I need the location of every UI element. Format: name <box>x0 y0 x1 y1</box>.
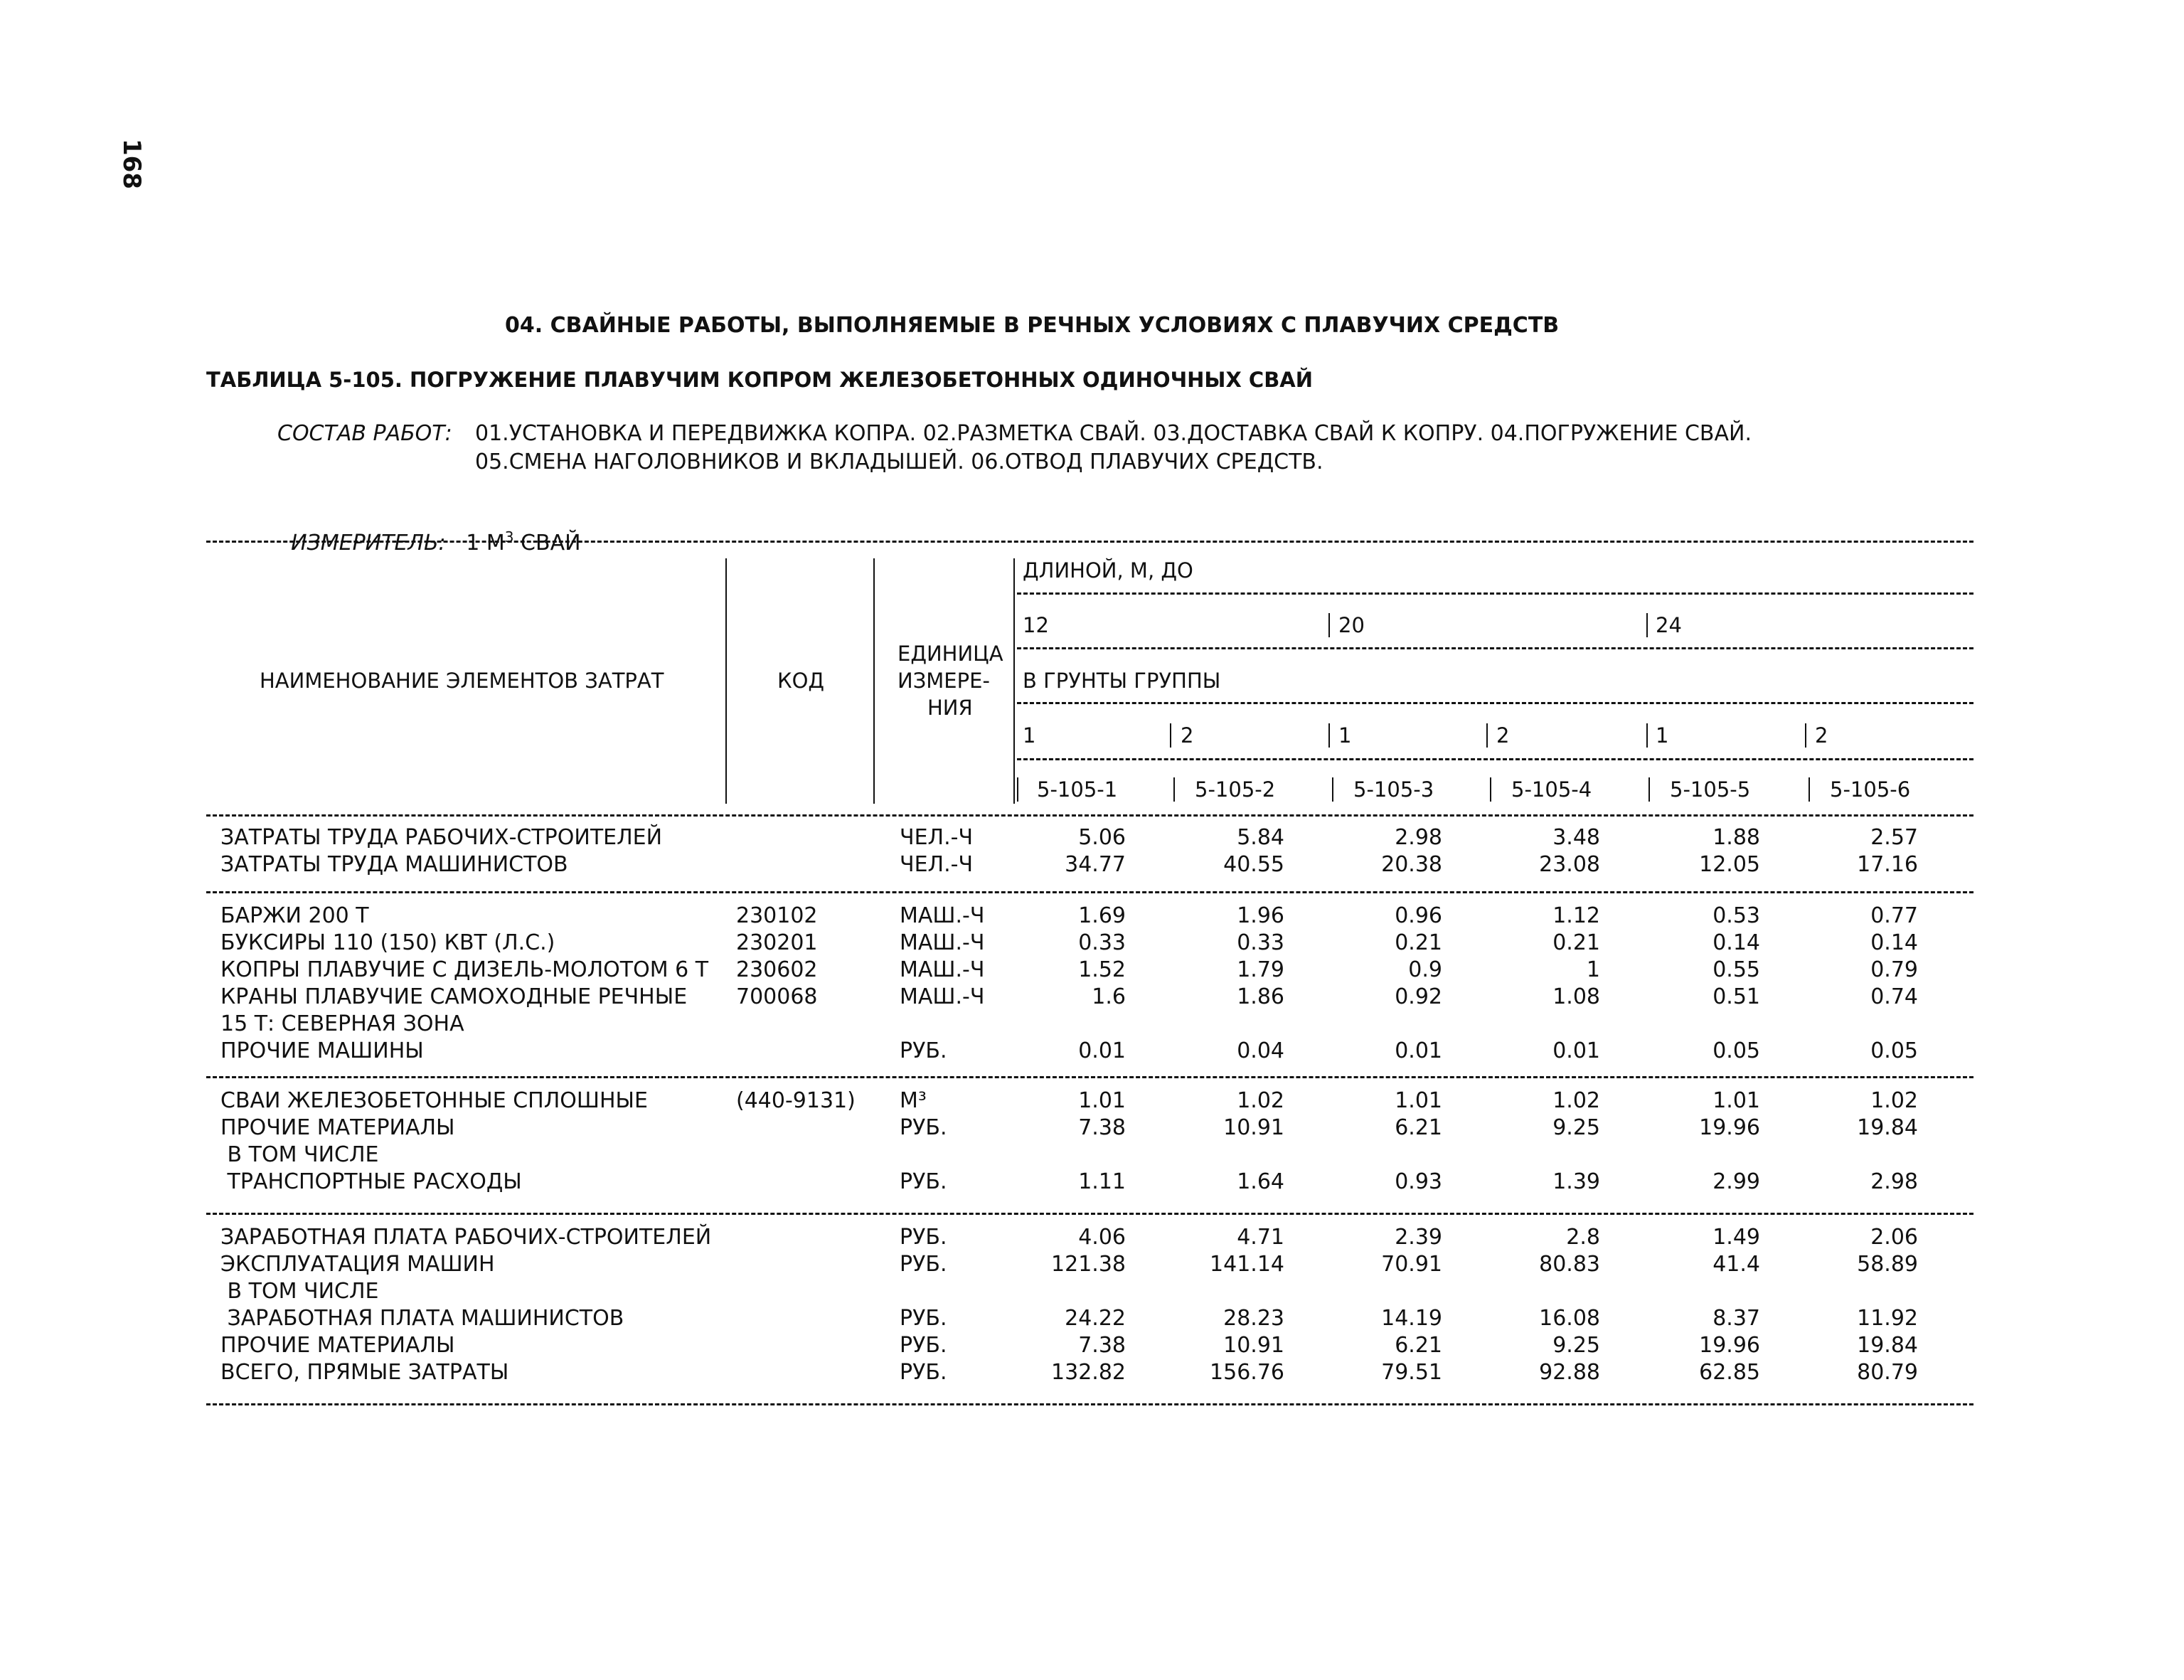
row-value: 1.12 <box>1552 903 1600 928</box>
row-value: 1.08 <box>1552 984 1600 1009</box>
row-value: 2.57 <box>1870 825 1918 850</box>
row-unit: РУБ. <box>900 1038 947 1063</box>
row-value: 1.02 <box>1552 1088 1600 1113</box>
group-rule-1 <box>206 891 1973 893</box>
header-code: КОД <box>777 669 825 693</box>
row-value: 11.92 <box>1857 1306 1918 1331</box>
row-name: КОПРЫ ПЛАВУЧИЕ С ДИЗЕЛЬ-МОЛОТОМ 6 Т <box>220 957 709 982</box>
header-soil: В ГРУНТЫ ГРУППЫ <box>1023 669 1221 693</box>
row-value: 0.9 <box>1408 957 1442 982</box>
row-value: 0.79 <box>1870 957 1918 982</box>
row-value: 80.79 <box>1857 1360 1918 1385</box>
row-value: 2.06 <box>1870 1225 1918 1250</box>
row-value: 4.71 <box>1237 1225 1284 1250</box>
header-name: НАИМЕНОВАНИЕ ЭЛЕМЕНТОВ ЗАТРАТ <box>260 669 664 693</box>
row-value: 19.84 <box>1857 1333 1918 1358</box>
row-value: 1.96 <box>1237 903 1284 928</box>
row-value: 0.21 <box>1395 930 1442 955</box>
row-code: 230602 <box>736 957 818 982</box>
row-name: ПРОЧИЕ МАТЕРИАЛЫ <box>220 1333 455 1358</box>
page-number: 168 <box>117 139 146 189</box>
header-group-2: 2 <box>1181 723 1194 748</box>
row-unit: РУБ. <box>900 1333 947 1358</box>
row-value: 156.76 <box>1210 1360 1284 1385</box>
row-code: 230201 <box>736 930 818 955</box>
header-length-24: 24 <box>1656 613 1682 637</box>
row-value: 0.01 <box>1552 1038 1600 1063</box>
group-divider-2 <box>1170 723 1171 748</box>
row-code: (440-9131) <box>736 1088 856 1113</box>
header-rule-3 <box>1017 702 1973 704</box>
row-value: 1 <box>1586 957 1600 982</box>
length-divider-24 <box>1646 613 1648 637</box>
code-divider-3 <box>1332 777 1333 802</box>
row-value: 2.98 <box>1395 825 1442 850</box>
row-unit: ЧЕЛ.-Ч <box>900 825 974 850</box>
row-value: 8.37 <box>1712 1306 1760 1331</box>
row-value: 121.38 <box>1051 1252 1126 1277</box>
row-value: 1.11 <box>1078 1169 1126 1194</box>
row-name: БУКСИРЫ 110 (150) КВТ (Л.С.) <box>220 930 555 955</box>
header-code-4: 5-105-4 <box>1511 777 1592 802</box>
row-value: 41.4 <box>1712 1252 1760 1277</box>
row-value: 0.14 <box>1870 930 1918 955</box>
group-rule-2 <box>206 1076 1973 1078</box>
composition-line-2: 05.СМЕНА НАГОЛОВНИКОВ И ВКЛАДЫШЕЙ. 06.ОТВОД ПЛАВУЧИХ СРЕДСТВ. <box>475 450 1323 474</box>
group-divider-4 <box>1486 723 1488 748</box>
row-value: 80.83 <box>1539 1252 1600 1277</box>
row-value: 3.48 <box>1552 825 1600 850</box>
row-value: 58.89 <box>1857 1252 1918 1277</box>
composition-label: СОСТАВ РАБОТ: <box>277 421 452 446</box>
row-value: 10.91 <box>1223 1115 1284 1140</box>
row-value: 1.01 <box>1078 1088 1126 1113</box>
row-value: 9.25 <box>1552 1115 1600 1140</box>
row-value: 6.21 <box>1395 1115 1442 1140</box>
row-value: 0.92 <box>1395 984 1442 1009</box>
header-code-1: 5-105-1 <box>1037 777 1118 802</box>
row-value: 28.23 <box>1223 1306 1284 1331</box>
row-unit: ЧЕЛ.-Ч <box>900 852 974 877</box>
row-unit: РУБ. <box>900 1115 947 1140</box>
row-value: 0.04 <box>1237 1038 1284 1063</box>
group-divider-6 <box>1805 723 1806 748</box>
table-title: ТАБЛИЦА 5-105. ПОГРУЖЕНИЕ ПЛАВУЧИМ КОПРОМ ЖЕЛЕЗОБЕТОННЫХ ОДИНОЧНЫХ СВАЙ <box>206 368 1314 392</box>
row-value: 0.55 <box>1712 957 1760 982</box>
header-divider-name <box>725 558 727 804</box>
row-name: ЗАРАБОТНАЯ ПЛАТА МАШИНИСТОВ <box>220 1306 624 1331</box>
header-length-20: 20 <box>1338 613 1365 637</box>
row-value: 23.08 <box>1539 852 1600 877</box>
table-top-rule <box>206 541 1973 543</box>
row-name: В ТОМ ЧИСЛЕ <box>220 1142 379 1167</box>
row-name: ЗАТРАТЫ ТРУДА РАБОЧИХ-СТРОИТЕЛЕЙ <box>220 825 663 850</box>
row-name: ВСЕГО, ПРЯМЫЕ ЗАТРАТЫ <box>220 1360 509 1385</box>
row-value: 141.14 <box>1210 1252 1284 1277</box>
row-name: В ТОМ ЧИСЛЕ <box>220 1279 379 1304</box>
row-value: 62.85 <box>1699 1360 1760 1385</box>
code-divider-6 <box>1809 777 1810 802</box>
row-value: 2.39 <box>1395 1225 1442 1250</box>
row-value: 17.16 <box>1857 852 1918 877</box>
row-value: 92.88 <box>1539 1360 1600 1385</box>
row-unit: РУБ. <box>900 1360 947 1385</box>
row-value: 0.53 <box>1712 903 1760 928</box>
header-code-6: 5-105-6 <box>1830 777 1911 802</box>
row-name: КРАНЫ ПЛАВУЧИЕ САМОХОДНЫЕ РЕЧНЫЕ <box>220 984 688 1009</box>
row-value: 1.88 <box>1712 825 1760 850</box>
row-value: 24.22 <box>1065 1306 1126 1331</box>
row-value: 1.52 <box>1078 957 1126 982</box>
header-group-4: 2 <box>1496 723 1510 748</box>
row-value: 0.01 <box>1078 1038 1126 1063</box>
row-value: 19.96 <box>1699 1333 1760 1358</box>
row-unit: РУБ. <box>900 1306 947 1331</box>
row-value: 0.96 <box>1395 903 1442 928</box>
code-divider-4 <box>1490 777 1491 802</box>
row-value: 0.05 <box>1712 1038 1760 1063</box>
header-rule-2 <box>1017 647 1973 649</box>
row-value: 40.55 <box>1223 852 1284 877</box>
row-value: 7.38 <box>1078 1333 1126 1358</box>
row-value: 19.96 <box>1699 1115 1760 1140</box>
row-value: 0.93 <box>1395 1169 1442 1194</box>
row-value: 9.25 <box>1552 1333 1600 1358</box>
row-value: 16.08 <box>1539 1306 1600 1331</box>
row-value: 1.64 <box>1237 1169 1284 1194</box>
row-value: 6.21 <box>1395 1333 1442 1358</box>
header-bottom-rule <box>206 814 1973 817</box>
row-unit: М³ <box>900 1088 927 1113</box>
header-unit-1: ЕДИНИЦА <box>897 642 1003 666</box>
header-code-5: 5-105-5 <box>1670 777 1751 802</box>
composition-line-1: 01.УСТАНОВКА И ПЕРЕДВИЖКА КОПРА. 02.РАЗМЕТКА СВАЙ. 03.ДОСТАВКА СВАЙ К КОПРУ. 04.ПОГРУЖЕНИЕ СВАЙ. <box>475 421 1752 446</box>
measure-suffix: СВАЙ <box>513 531 581 555</box>
row-name: ПРОЧИЕ МАТЕРИАЛЫ <box>220 1115 455 1140</box>
header-group-3: 1 <box>1338 723 1352 748</box>
row-value: 34.77 <box>1065 852 1126 877</box>
header-rule-1 <box>1017 592 1973 595</box>
row-value: 19.84 <box>1857 1115 1918 1140</box>
header-code-2: 5-105-2 <box>1195 777 1276 802</box>
header-length: ДЛИНОЙ, М, ДО <box>1023 558 1193 583</box>
row-value: 1.02 <box>1237 1088 1284 1113</box>
row-value: 0.33 <box>1237 930 1284 955</box>
row-value: 1.02 <box>1870 1088 1918 1113</box>
row-value: 7.38 <box>1078 1115 1126 1140</box>
header-group-5: 1 <box>1656 723 1669 748</box>
row-name: 15 Т: СЕВЕРНАЯ ЗОНА <box>220 1011 464 1036</box>
row-value: 70.91 <box>1381 1252 1442 1277</box>
row-name: ЭКСПЛУАТАЦИЯ МАШИН <box>220 1252 495 1277</box>
row-name: БАРЖИ 200 Т <box>220 903 369 928</box>
section-title: 04. СВАЙНЫЕ РАБОТЫ, ВЫПОЛНЯЕМЫЕ В РЕЧНЫХ УСЛОВИЯХ С ПЛАВУЧИХ СРЕДСТВ <box>505 313 1560 338</box>
length-divider-20 <box>1328 613 1330 637</box>
measure-label: ИЗМЕРИТЕЛЬ <box>291 531 439 555</box>
row-unit: МАШ.-Ч <box>900 984 985 1009</box>
row-value: 1.01 <box>1395 1088 1442 1113</box>
row-name: ЗАРАБОТНАЯ ПЛАТА РАБОЧИХ-СТРОИТЕЛЕЙ <box>220 1225 712 1250</box>
row-value: 0.14 <box>1712 930 1760 955</box>
row-value: 2.8 <box>1566 1225 1600 1250</box>
header-unit-2: ИЗМЕРЕ- <box>897 669 990 693</box>
row-unit: РУБ. <box>900 1225 947 1250</box>
group-divider-5 <box>1646 723 1648 748</box>
header-length-12: 12 <box>1023 613 1049 637</box>
row-value: 14.19 <box>1381 1306 1442 1331</box>
row-value: 1.6 <box>1092 984 1126 1009</box>
row-value: 12.05 <box>1699 852 1760 877</box>
row-value: 0.05 <box>1870 1038 1918 1063</box>
row-unit: РУБ. <box>900 1252 947 1277</box>
row-value: 1.79 <box>1237 957 1284 982</box>
row-name: СВАИ ЖЕЛЕЗОБЕТОННЫЕ СПЛОШНЫЕ <box>220 1088 648 1113</box>
table-bottom-rule <box>206 1403 1973 1405</box>
row-value: 0.77 <box>1870 903 1918 928</box>
row-value: 1.49 <box>1712 1225 1760 1250</box>
row-value: 1.01 <box>1712 1088 1760 1113</box>
header-group-6: 2 <box>1815 723 1828 748</box>
group-rule-3 <box>206 1213 1973 1215</box>
row-value: 5.06 <box>1078 825 1126 850</box>
row-value: 1.69 <box>1078 903 1126 928</box>
row-unit: РУБ. <box>900 1169 947 1194</box>
row-value: 0.01 <box>1395 1038 1442 1063</box>
row-unit: МАШ.-Ч <box>900 930 985 955</box>
header-unit-3: НИЯ <box>927 696 973 720</box>
measure-sup: 3 <box>504 528 514 546</box>
row-value: 132.82 <box>1051 1360 1126 1385</box>
row-value: 2.99 <box>1712 1169 1760 1194</box>
code-divider-1 <box>1017 777 1018 802</box>
header-group-1: 1 <box>1023 723 1036 748</box>
header-divider-unit <box>1013 558 1015 804</box>
row-code: 700068 <box>736 984 818 1009</box>
group-divider-3 <box>1328 723 1330 748</box>
measure-value: 1 М <box>466 531 505 555</box>
row-value: 1.86 <box>1237 984 1284 1009</box>
row-value: 0.74 <box>1870 984 1918 1009</box>
code-divider-5 <box>1648 777 1650 802</box>
row-value: 0.21 <box>1552 930 1600 955</box>
row-value: 5.84 <box>1237 825 1284 850</box>
code-divider-2 <box>1173 777 1175 802</box>
row-name: ЗАТРАТЫ ТРУДА МАШИНИСТОВ <box>220 852 568 877</box>
row-value: 0.33 <box>1078 930 1126 955</box>
header-code-3: 5-105-3 <box>1353 777 1434 802</box>
row-value: 1.39 <box>1552 1169 1600 1194</box>
row-name: ТРАНСПОРТНЫЕ РАСХОДЫ <box>220 1169 522 1194</box>
row-value: 2.98 <box>1870 1169 1918 1194</box>
header-divider-code <box>873 558 875 804</box>
row-name: ПРОЧИЕ МАШИНЫ <box>220 1038 424 1063</box>
row-value: 20.38 <box>1381 852 1442 877</box>
header-rule-4 <box>1017 758 1973 760</box>
row-unit: МАШ.-Ч <box>900 903 985 928</box>
row-value: 4.06 <box>1078 1225 1126 1250</box>
row-value: 0.51 <box>1712 984 1760 1009</box>
row-value: 10.91 <box>1223 1333 1284 1358</box>
row-code: 230102 <box>736 903 818 928</box>
row-value: 79.51 <box>1381 1360 1442 1385</box>
measure-line: ИЗМЕРИТЕЛЬ: 1 $М^3$ СВАЙ <box>291 528 581 555</box>
row-unit: МАШ.-Ч <box>900 957 985 982</box>
